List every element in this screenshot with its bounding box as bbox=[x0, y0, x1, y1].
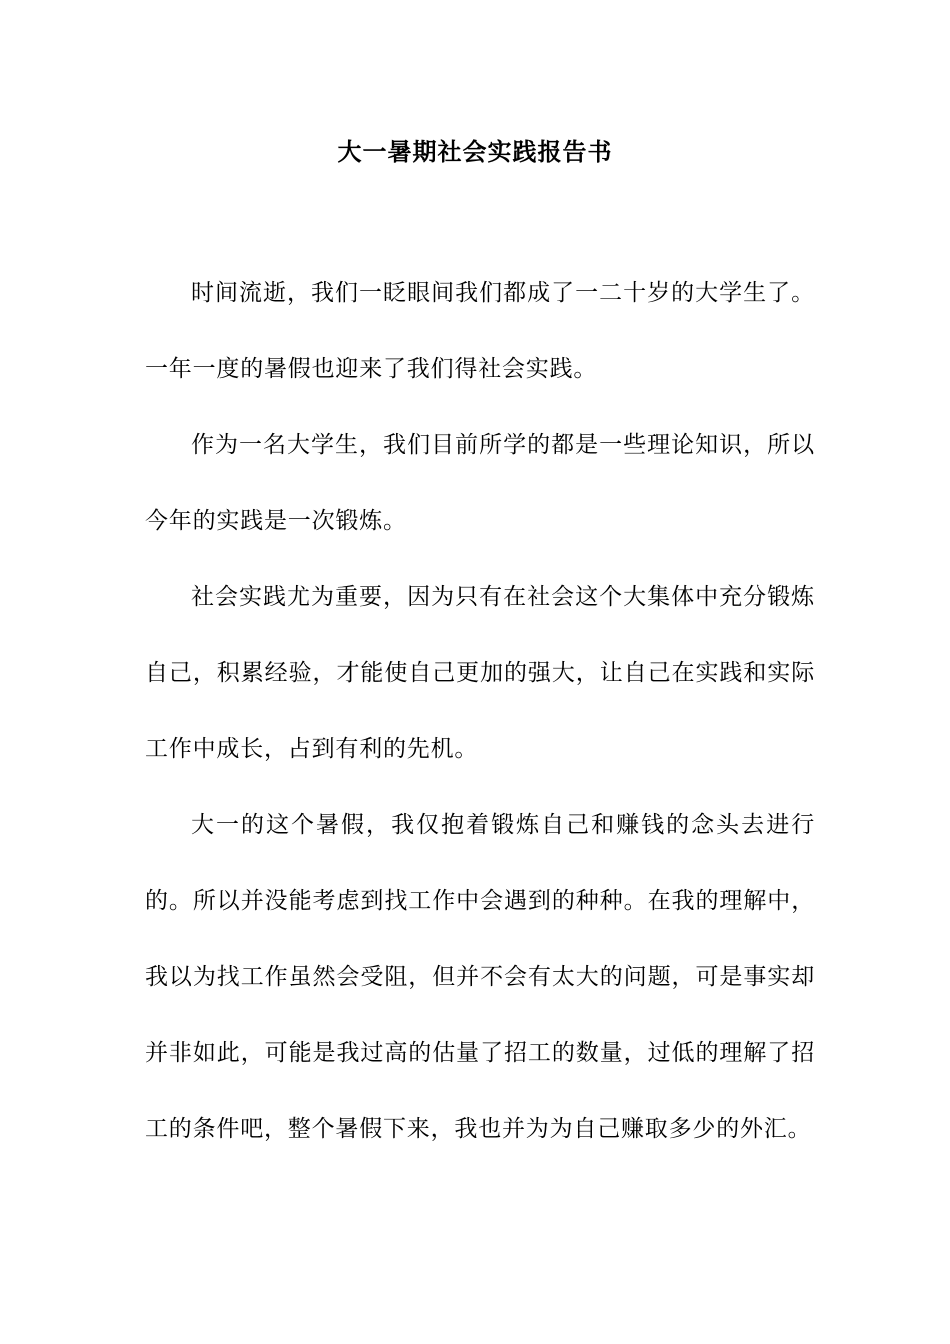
paragraph-3: 社会实践尤为重要，因为只有在社会这个大集体中充分锻炼自己，积累经验，才能使自己更加的强大，让自己在实践和实际工作中成长，占到有利的先机。 bbox=[145, 584, 815, 762]
paragraph-4: 大一的这个暑假，我仅抱着锻炼自己和赚钱的念头去进行的。所以并没能考虑到找工作中会遇到的种种。在我的理解中，我以为找工作虽然会受阻，但并不会有太大的问题，可是事实却并非如此，可能是我过高的估量了招工的数量，过低的理解了招工的条件吧，整个暑假下来，我也并为为自己赚取多少的外汇。 bbox=[145, 812, 815, 1142]
document-body bbox=[145, 255, 815, 1167]
paragraph-2: 作为一名大学生，我们目前所学的都是一些理论知识，所以今年的实践是一次锻炼。 bbox=[145, 432, 815, 534]
document-title: 大一暑期社会实践报告书 bbox=[337, 137, 613, 166]
paragraph-1: 时间流逝，我们一眨眼间我们都成了一二十岁的大学生了。一年一度的暑假也迎来了我们得社会实践。 bbox=[145, 280, 815, 382]
